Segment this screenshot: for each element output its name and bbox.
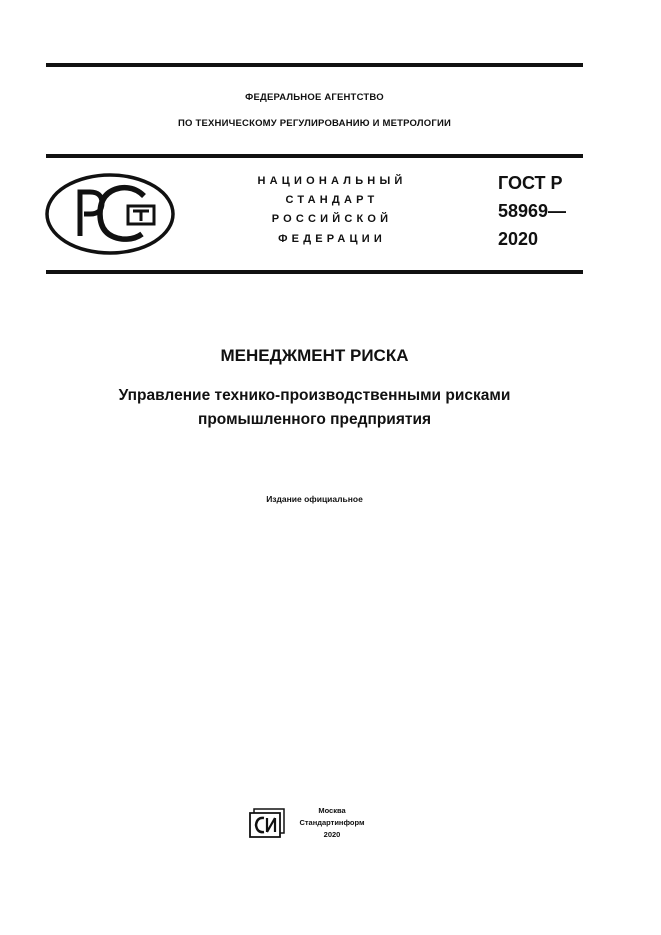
publisher-city: Москва — [318, 806, 346, 815]
standard-type-line-2: СТАНДАРТ — [285, 194, 379, 206]
standard-type-line-4: ФЕДЕРАЦИИ — [278, 233, 386, 245]
designation-line-2: 58969— — [498, 201, 567, 221]
edition-label: Издание официальное — [266, 494, 363, 504]
standartinform-logo-icon — [248, 805, 288, 839]
designation-line-3: 2020 — [498, 229, 539, 249]
designation-line-1: ГОСТ Р — [498, 173, 563, 193]
agency-line-1: ФЕДЕРАЛЬНОЕ АГЕНТСТВО — [245, 92, 384, 103]
document-title: МЕНЕДЖМЕНТ РИСКА — [220, 346, 409, 365]
document-subtitle-line-2: промышленного предприятия — [197, 411, 432, 428]
bottom-rule — [46, 270, 583, 274]
document-subtitle-line-1: Управление технико-производственными рисками — [118, 387, 511, 404]
top-rule — [46, 63, 583, 67]
standard-type-line-1: НАЦИОНАЛЬНЫЙ — [257, 175, 407, 187]
rst-gost-logo-icon — [44, 172, 176, 256]
middle-rule — [46, 154, 583, 158]
standard-type-line-3: РОССИЙСКОЙ — [271, 213, 393, 225]
agency-line-2: ПО ТЕХНИЧЕСКОМУ РЕГУЛИРОВАНИЮ И МЕТРОЛОГИИ — [178, 118, 451, 129]
publisher-year: 2020 — [323, 830, 341, 839]
publisher-name: Стандартинформ — [299, 818, 365, 827]
